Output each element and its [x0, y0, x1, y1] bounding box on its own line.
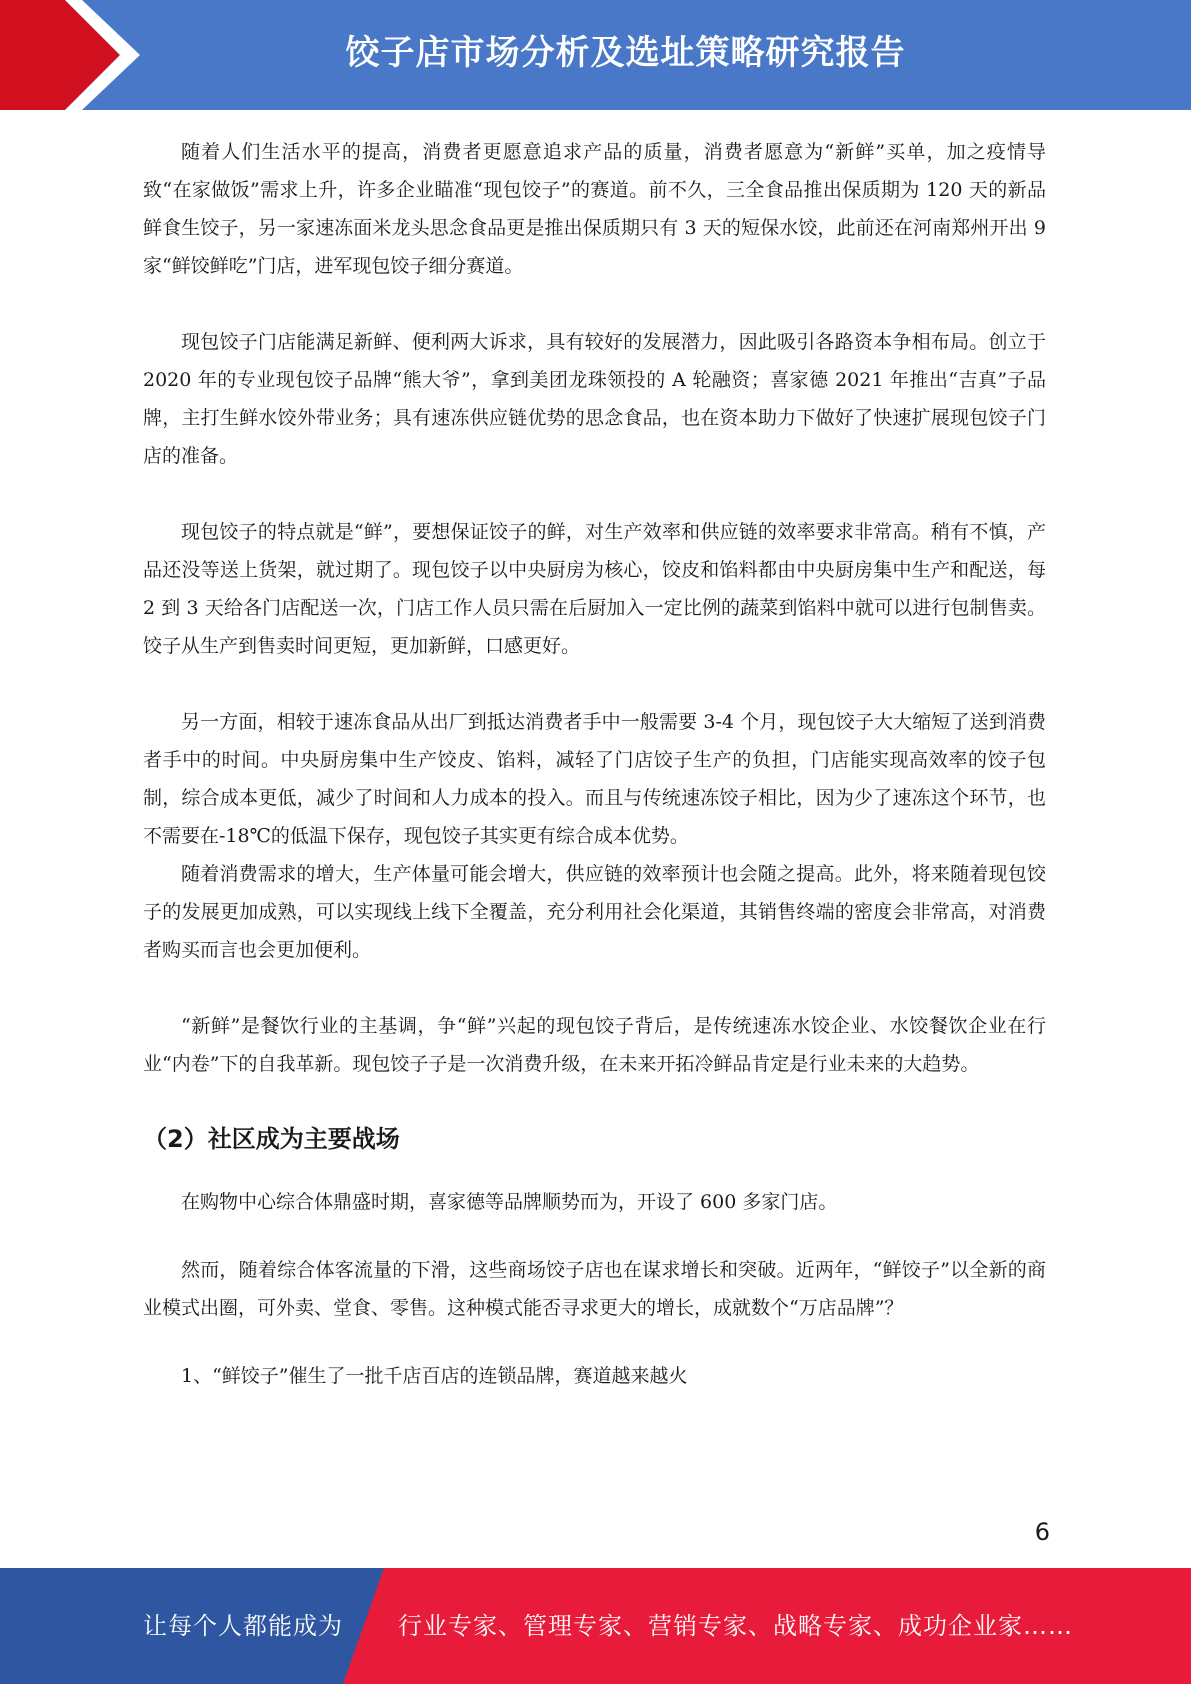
paragraph-5: 随着消费需求的增大，生产体量可能会增大，供应链的效率预计也会随之提高。此外，将来随着现包饺子的发展更加成熟，可以实现线上线下全覆盖，充分利用社会化渠道，其销售终端的密度会非常高，对消费者购买而言也会更加便利。 [143, 863, 1046, 961]
section-list-item-1: 1、“鲜饺子”催生了一批千店百店的连锁品牌，赛道越来越火 [181, 1365, 688, 1387]
document-body [143, 133, 1046, 1395]
paragraph-1: 随着人们生活水平的提高，消费者更愿意追求产品的质量，消费者愿意为“新鲜”买单，加之疫情导致“在家做饭”需求上升，许多企业瞄准“现包饺子”的赛道。前不久，三全食品推出保质期为 120 天的新品鲜食生饺子，另一家速冻面米龙头思念食品更是推出保质期只有 3 天的短保水饺，此前还在河南郑州开出 9 家“鲜饺鲜吃”门店，进军现包饺子细分赛道。 [143, 141, 1046, 277]
footer-slogan-right: 行业专家、管理专家、营销专家、战略专家、成功企业家…… [398, 1612, 1073, 1640]
header-arrow-icon [0, 0, 150, 110]
report-title: 饺子店市场分析及选址策略研究报告 [345, 33, 906, 73]
page-footer [0, 1568, 1191, 1684]
page-header [0, 0, 1191, 110]
footer-slogan-left: 让每个人都能成为 [143, 1612, 343, 1640]
paragraph-3: 现包饺子的特点就是“鲜”，要想保证饺子的鲜，对生产效率和供应链的效率要求非常高。稍有不慎，产品还没等送上货架，就过期了。现包饺子以中央厨房为核心，饺皮和馅料都由中央厨房集中生产和配送，每 2 到 3 天给各门店配送一次，门店工作人员只需在后厨加入一定比例的蔬菜到馅料中就可以进行包制售卖。饺子从生产到售卖时间更短，更加新鲜，口感更好。 [143, 521, 1046, 657]
paragraph-4: 另一方面，相较于速冻食品从出厂到抵达消费者手中一般需要 3-4 个月，现包饺子大大缩短了送到消费者手中的时间。中央厨房集中生产饺皮、馅料，减轻了门店饺子生产的负担，门店能实现高效率的饺子包制，综合成本更低，减少了时间和人力成本的投入。而且与传统速冻饺子相比，因为少了速冻这个环节，也不需要在-18℃的低温下保存，现包饺子其实更有综合成本优势。 [143, 711, 1046, 847]
section-paragraph-2: 然而，随着综合体客流量的下滑，这些商场饺子店也在谋求增长和突破。近两年，“鲜饺子”以全新的商业模式出圈，可外卖、堂食、零售。这种模式能否寻求更大的增长，成就数个“万店品牌”？ [143, 1259, 1046, 1319]
paragraph-2: 现包饺子门店能满足新鲜、便利两大诉求，具有较好的发展潜力，因此吸引各路资本争相布局。创立于 2020 年的专业现包饺子品牌“熊大爷”，拿到美团龙珠领投的 A 轮融资；喜家德 2021 年推出“吉真”子品牌，主打生鲜水饺外带业务；具有速冻供应链优势的思念食品，也在资本助力下做好了快速扩展现包饺子门店的准备。 [143, 331, 1046, 467]
page-number: 6 [1034, 1518, 1050, 1546]
section-paragraph-1: 在购物中心综合体鼎盛时期，喜家德等品牌顺势而为，开设了 600 多家门店。 [181, 1191, 838, 1213]
section-heading: （2）社区成为主要战场 [143, 1125, 400, 1153]
paragraph-6: “新鲜”是餐饮行业的主基调，争“鲜”兴起的现包饺子背后，是传统速冻水饺企业、水饺餐饮企业在行业“内卷”下的自我革新。现包饺子子是一次消费升级，在未来开拓冷鲜品肯定是行业未来的大趋势。 [143, 1015, 1046, 1075]
